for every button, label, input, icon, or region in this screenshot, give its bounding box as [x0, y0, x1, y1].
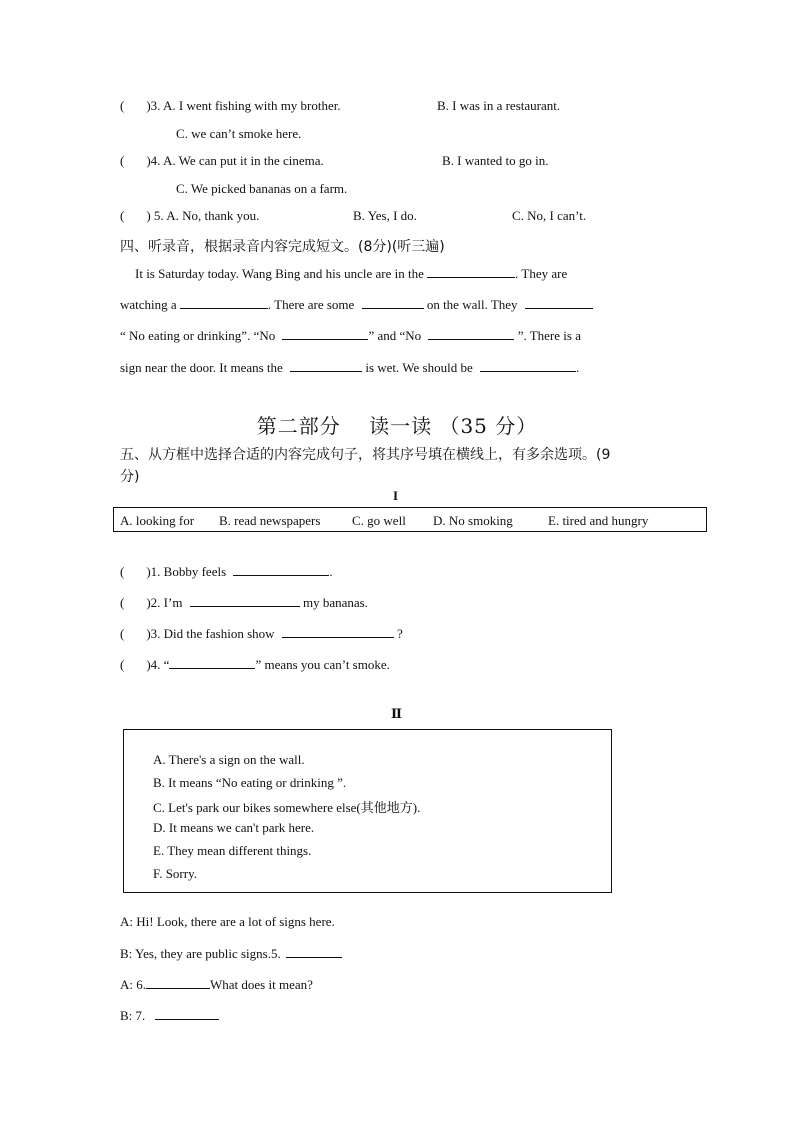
passage-line-3 — [120, 327, 581, 344]
answer-paren: ( — [120, 657, 125, 672]
passage-text: sign near the door. It means the — [120, 360, 283, 375]
section-5-heading: 五、从方框中选择合适的内容完成句子，将其序号填在横线上，有多余选项。(9 — [120, 447, 611, 463]
group-2-label: Ⅱ — [391, 706, 402, 721]
option-d: D. No smoking — [433, 513, 513, 528]
option-c: C. go well — [352, 513, 406, 528]
answer-blank[interactable] — [427, 265, 515, 278]
answer-paren: ( — [120, 564, 125, 579]
passage-line-2 — [120, 296, 593, 313]
question-text: )1. Bobby feels — [146, 564, 227, 579]
dialogue-option-b: B. It means “No eating or drinking ”. — [153, 775, 347, 790]
question-3-listening — [120, 98, 341, 114]
answer-blank[interactable] — [169, 656, 255, 669]
option-b: B. I wanted to go in. — [442, 153, 549, 168]
passage-text: . They are — [515, 266, 568, 281]
answer-blank[interactable] — [428, 327, 514, 340]
answer-paren: ( — [120, 153, 125, 168]
question-text: ? — [397, 626, 403, 641]
answer-paren: ( — [120, 626, 125, 641]
passage-text: ” and “No — [368, 328, 422, 343]
answer-blank[interactable] — [286, 945, 342, 958]
answer-blank[interactable] — [190, 594, 300, 607]
option-c: C. We picked bananas on a farm. — [176, 181, 348, 196]
dialogue-line-4 — [120, 1007, 219, 1024]
passage-line-1 — [135, 265, 567, 282]
question-number: ) 5. — [146, 208, 164, 223]
answer-blank[interactable] — [282, 327, 368, 340]
dialogue-option-e: E. They mean different things. — [153, 843, 312, 858]
passage-text: “ No eating or drinking”. “No — [120, 328, 276, 343]
answer-blank[interactable] — [233, 563, 329, 576]
option-c: C. we can’t smoke here. — [176, 126, 302, 141]
dialogue-option-a: A. There's a sign on the wall. — [153, 752, 305, 767]
answer-blank[interactable] — [480, 359, 576, 372]
passage-text: It is Saturday today. Wang Bing and his uncle are in the — [135, 266, 424, 281]
answer-blank[interactable] — [146, 976, 210, 989]
option-e: E. tired and hungry — [548, 513, 649, 528]
dialogue-text: B: Yes, they are public signs.5. — [120, 946, 281, 961]
dialogue-line-2 — [120, 945, 342, 962]
answer-paren: ( — [120, 595, 125, 610]
answer-blank[interactable] — [180, 296, 268, 309]
option-a: A. I went fishing with my brother. — [162, 98, 341, 113]
passage-text: watching a — [120, 297, 177, 312]
answer-paren: ( — [120, 208, 125, 223]
dialogue-text: What does it mean? — [210, 977, 313, 992]
answer-blank[interactable] — [290, 359, 362, 372]
option-a: A. No, thank you. — [166, 208, 260, 223]
question-4-listening — [120, 153, 324, 169]
fill-question-2 — [120, 594, 368, 611]
question-text: . — [329, 564, 333, 579]
question-text: )4. “ — [146, 657, 170, 672]
question-number: )4. — [146, 153, 161, 168]
answer-blank[interactable] — [525, 296, 593, 309]
passage-text: is wet. We should be — [365, 360, 473, 375]
question-text: )3. Did the fashion show — [146, 626, 275, 641]
question-text: ” means you can’t smoke. — [255, 657, 390, 672]
question-text: )2. I’m — [146, 595, 183, 610]
group-1-label: I — [393, 488, 399, 503]
section-4-heading: 四、听录音，根据录音内容完成短文。(8分)(听三遍) — [120, 239, 445, 255]
dialogue-option-c: C. Let's park our bikes somewhere else(其他地方). — [153, 800, 421, 815]
option-b: B. Yes, I do. — [353, 208, 417, 223]
dialogue-line-3 — [120, 976, 313, 993]
section-5-heading-cont: 分) — [120, 469, 140, 485]
answer-paren: ( — [120, 98, 125, 113]
option-b: B. I was in a restaurant. — [437, 98, 561, 113]
question-number: )3. — [146, 98, 161, 113]
fill-question-3 — [120, 625, 403, 642]
fill-question-1 — [120, 563, 333, 580]
passage-text: ”. There is a — [517, 328, 581, 343]
fill-question-4 — [120, 656, 390, 673]
part-2-title: 第二部分 读一读 （35 分） — [256, 414, 538, 438]
option-b: B. read newspapers — [219, 513, 321, 528]
dialogue-option-d: D. It means we can't park here. — [153, 820, 315, 835]
passage-line-4 — [120, 359, 579, 376]
answer-blank[interactable] — [282, 625, 394, 638]
question-text: my bananas. — [302, 595, 368, 610]
answer-blank[interactable] — [362, 296, 424, 309]
answer-blank[interactable] — [155, 1007, 219, 1020]
passage-text: . There are some — [267, 297, 355, 312]
passage-text: . — [575, 360, 580, 375]
option-a: A. looking for — [120, 513, 195, 528]
dialogue-line-1: A: Hi! Look, there are a lot of signs here. — [120, 914, 335, 929]
passage-text: on the wall. They — [426, 297, 518, 312]
dialogue-text: B: 7. — [120, 1008, 146, 1023]
option-a: A. We can put it in the cinema. — [162, 153, 324, 168]
dialogue-option-f: F. Sorry. — [153, 866, 197, 881]
option-c: C. No, I can’t. — [512, 208, 587, 223]
question-5-listening — [120, 208, 259, 224]
dialogue-text: A: 6. — [120, 977, 146, 992]
